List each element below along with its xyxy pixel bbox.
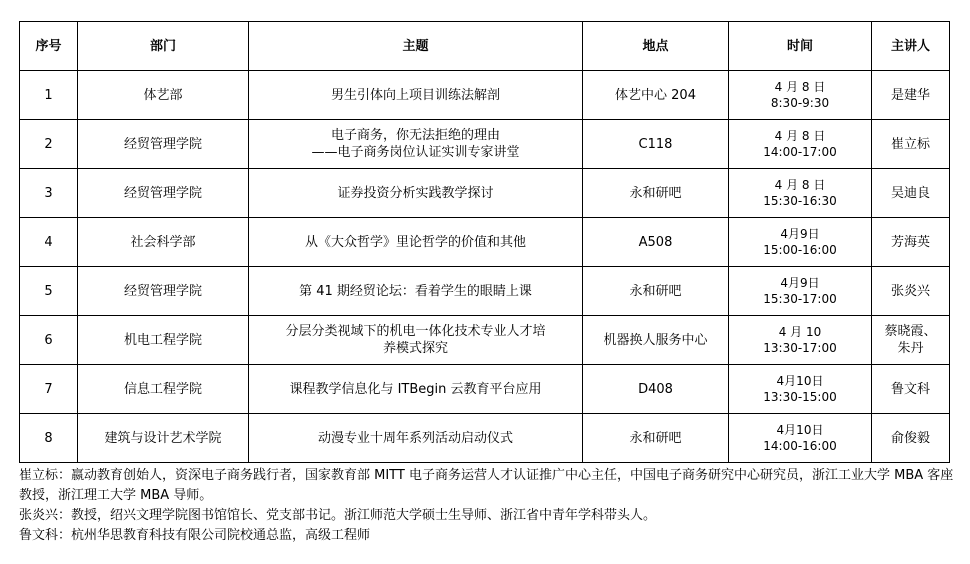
cell-time — [729, 316, 872, 365]
topic-line: 动漫专业十周年系列活动启动仪式 — [317, 430, 513, 446]
header-time: 时间 — [729, 22, 872, 71]
speaker-name: 吴迪良 — [890, 185, 930, 201]
cell-location: 永和研吧 — [583, 267, 729, 316]
topic-line: 分层分类视域下的机电一体化技术专业人才培 — [285, 324, 546, 339]
header-seq: 序号 — [20, 22, 78, 71]
lecture-schedule-table — [19, 21, 950, 463]
table-row — [20, 169, 950, 218]
cell-location: D408 — [583, 365, 729, 414]
cell-speaker — [872, 267, 950, 316]
cell-dept: 机电工程学院 — [78, 316, 249, 365]
topic-line: 课程教学信息化与 ITBegin 云教育平台应用 — [289, 381, 542, 397]
table-row — [20, 267, 950, 316]
time-date: 4 月 8 日 — [774, 178, 826, 192]
speaker-name: 蔡晓霞、 — [884, 324, 937, 339]
time-range: 15:00-16:00 — [763, 243, 837, 257]
time-range: 13:30-17:00 — [763, 341, 837, 355]
header-dept: 部门 — [78, 22, 249, 71]
speaker-note: 鲁文科：杭州华思教育科技有限公司院校通总监，高级工程师 — [19, 528, 371, 543]
cell-speaker — [872, 169, 950, 218]
cell-dept: 信息工程学院 — [78, 365, 249, 414]
cell-time — [729, 267, 872, 316]
cell-speaker — [872, 120, 950, 169]
time-range: 14:00-16:00 — [763, 439, 837, 453]
speaker-name: 俞俊毅 — [890, 430, 930, 446]
cell-topic — [249, 267, 583, 316]
cell-speaker — [872, 71, 950, 120]
cell-time — [729, 365, 872, 414]
cell-seq: 5 — [20, 267, 78, 316]
table-row — [20, 414, 950, 463]
cell-dept: 建筑与设计艺术学院 — [78, 414, 249, 463]
cell-topic — [249, 169, 583, 218]
speaker-note: 张炎兴：教授，绍兴文理学院图书馆馆长、党支部书记。浙江师范大学硕士生导师、浙江省中青年学科带头人。 — [19, 508, 657, 523]
cell-time — [729, 71, 872, 120]
cell-seq: 6 — [20, 316, 78, 365]
cell-location: 机器换人服务中心 — [583, 316, 729, 365]
cell-speaker — [872, 218, 950, 267]
cell-dept: 经贸管理学院 — [78, 267, 249, 316]
cell-seq: 7 — [20, 365, 78, 414]
cell-speaker — [872, 365, 950, 414]
cell-time — [729, 120, 872, 169]
speaker-note: 崔立标：嬴动教育创始人，资深电子商务践行者，国家教育部 MITT 电子商务运营人才认证推广中心主任，中国电子商务研究中心研究员，浙江工业大学 MBA 客座教授，浙江理工大学 MBA 导师。 — [19, 468, 954, 503]
speaker-name: 崔立标 — [890, 136, 930, 152]
header-location: 地点 — [583, 22, 729, 71]
topic-line: 证券投资分析实践教学探讨 — [337, 185, 494, 201]
table-row — [20, 71, 950, 120]
header-speaker: 主讲人 — [872, 22, 950, 71]
time-range: 15:30-17:00 — [763, 292, 837, 306]
table-header-row — [20, 22, 950, 71]
header-topic: 主题 — [249, 22, 583, 71]
cell-dept: 社会科学部 — [78, 218, 249, 267]
cell-seq: 2 — [20, 120, 78, 169]
cell-location: 永和研吧 — [583, 169, 729, 218]
time-date: 4 月 8 日 — [774, 129, 826, 143]
topic-line: 男生引体向上项目训练法解剖 — [330, 87, 500, 103]
time-date: 4月9日 — [780, 276, 820, 290]
cell-dept: 经贸管理学院 — [78, 120, 249, 169]
cell-topic — [249, 414, 583, 463]
cell-dept: 经贸管理学院 — [78, 169, 249, 218]
table-row — [20, 120, 950, 169]
cell-location: C118 — [583, 120, 729, 169]
topic-line: ——电子商务岗位认证实训专家讲堂 — [311, 145, 520, 160]
cell-topic — [249, 316, 583, 365]
time-date: 4月10日 — [776, 423, 824, 437]
cell-topic — [249, 120, 583, 169]
table-row — [20, 365, 950, 414]
cell-seq: 3 — [20, 169, 78, 218]
cell-speaker — [872, 414, 950, 463]
table-row — [20, 316, 950, 365]
cell-time — [729, 218, 872, 267]
speaker-notes — [19, 466, 954, 546]
cell-dept: 体艺部 — [78, 71, 249, 120]
cell-topic — [249, 365, 583, 414]
time-range: 15:30-16:30 — [763, 194, 837, 208]
cell-topic — [249, 71, 583, 120]
topic-line: 第 41 期经贸论坛：看着学生的眼睛上课 — [299, 283, 532, 299]
topic-line: 电子商务，你无法拒绝的理由 — [330, 128, 500, 143]
speaker-name: 朱丹 — [897, 341, 924, 356]
cell-location: 永和研吧 — [583, 414, 729, 463]
cell-location: 体艺中心 204 — [583, 71, 729, 120]
time-date: 4月10日 — [776, 374, 824, 388]
topic-line: 养模式探究 — [382, 341, 448, 356]
cell-time — [729, 414, 872, 463]
cell-time — [729, 169, 872, 218]
cell-seq: 1 — [20, 71, 78, 120]
time-range: 13:30-15:00 — [763, 390, 837, 404]
speaker-name: 芳海英 — [890, 234, 930, 250]
time-date: 4 月 10 — [778, 325, 822, 339]
topic-line: 从《大众哲学》里论哲学的价值和其他 — [304, 234, 526, 250]
cell-seq: 8 — [20, 414, 78, 463]
speaker-name: 是建华 — [890, 87, 930, 103]
speaker-name: 张炎兴 — [890, 283, 930, 299]
cell-topic — [249, 218, 583, 267]
cell-location: A508 — [583, 218, 729, 267]
speaker-name: 鲁文科 — [890, 381, 930, 397]
time-range: 14:00-17:00 — [763, 145, 837, 159]
cell-seq: 4 — [20, 218, 78, 267]
cell-speaker — [872, 316, 950, 365]
table-row — [20, 218, 950, 267]
time-date: 4月9日 — [780, 227, 820, 241]
time-range: 8:30-9:30 — [770, 96, 830, 110]
time-date: 4 月 8 日 — [774, 80, 826, 94]
